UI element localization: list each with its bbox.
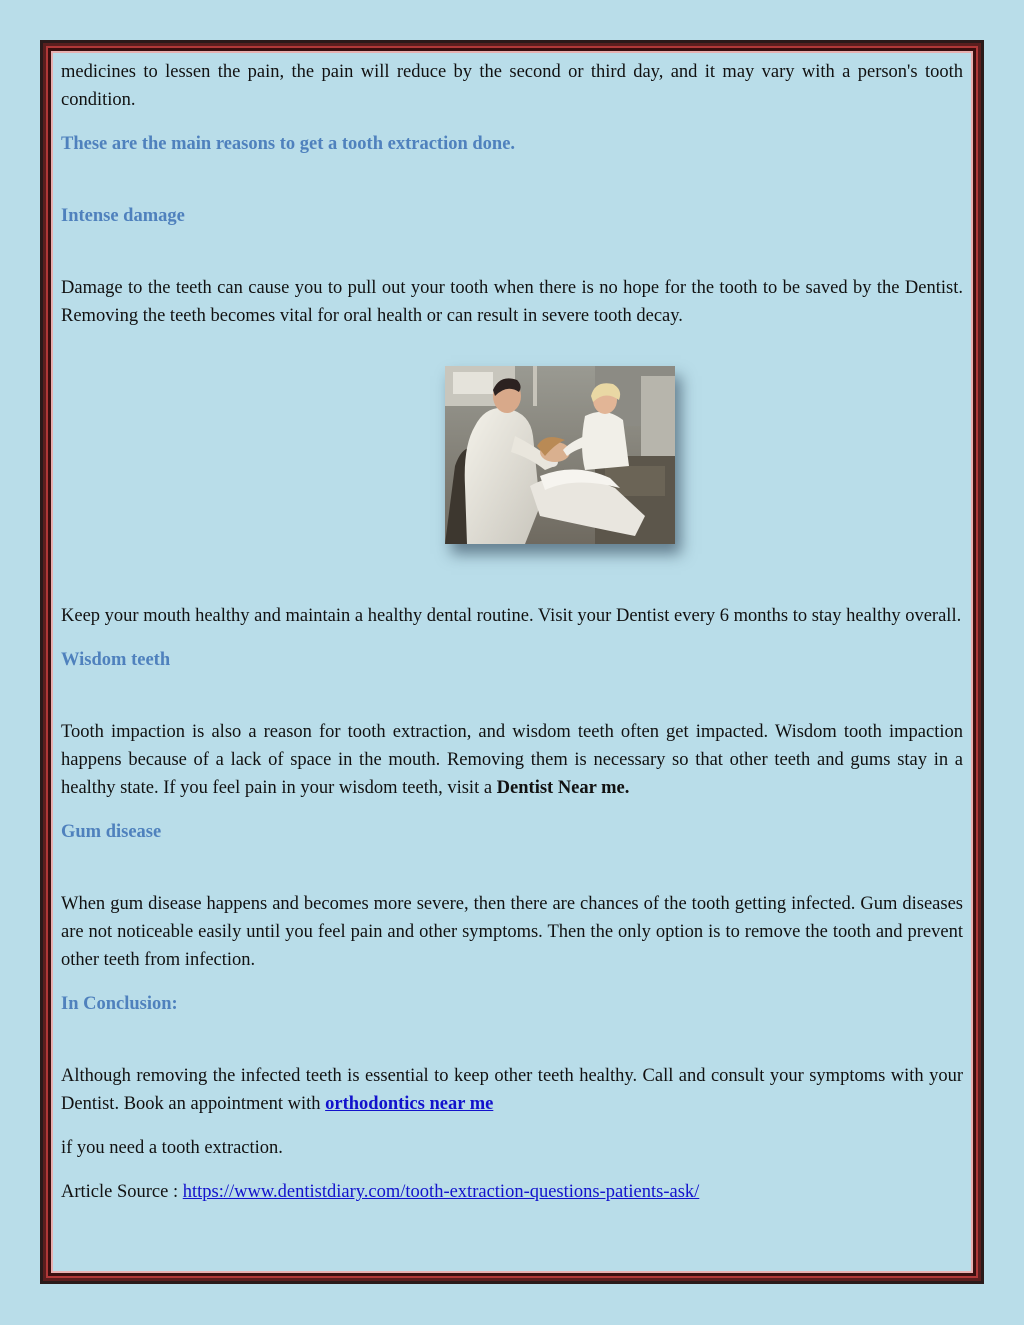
article-source-label: Article Source : xyxy=(61,1182,183,1202)
conclusion-heading: In Conclusion: xyxy=(61,994,178,1014)
photo-container xyxy=(61,366,963,544)
document-body xyxy=(61,58,963,1206)
article-source-link[interactable]: https://www.dentistdiary.com/tooth-extraction-questions-patients-ask/ xyxy=(182,1182,700,1202)
wisdom-teeth-heading: Wisdom teeth xyxy=(61,650,171,670)
wisdom-teeth-paragraph xyxy=(61,718,963,802)
dentist-near-me-text: Dentist Near me. xyxy=(496,778,630,798)
gum-disease-heading: Gum disease xyxy=(61,822,162,842)
orthodontics-near-me-link[interactable]: orthodontics near me xyxy=(325,1094,494,1114)
wisdom-teeth-text: Tooth impaction is also a reason for tooth extraction, and wisdom teeth often get impacted. Wisdom tooth impaction happens because of a lack of space in the mouth. Removing them is necessary so that other teeth and gums stay in a healthy state. If you feel pain in your wisdom teeth, visit a xyxy=(61,722,963,798)
dentist-photo-svg xyxy=(445,366,675,544)
intense-damage-paragraph: Damage to the teeth can cause you to pull out your tooth when there is no hope for the tooth to be saved by the Dentist. Removing the teeth becomes vital for oral health or can result in severe tooth decay. xyxy=(61,278,963,326)
intro-paragraph: medicines to lessen the pain, the pain will reduce by the second or third day, and it may vary with a person's tooth condition. xyxy=(61,62,963,110)
dentist-photo-icon xyxy=(445,366,675,544)
reasons-heading: These are the main reasons to get a tooth extraction done. xyxy=(61,134,516,154)
conclusion-text: Although removing the infected teeth is essential to keep other teeth healthy. Call and consult your symptoms with your Dentist. Book an appointment with xyxy=(61,1066,963,1114)
gum-disease-paragraph: When gum disease happens and becomes more severe, then there are chances of the tooth getting infected. Gum diseases are not noticeable easily until you feel pain and other symptoms. Then the only option is to remove the tooth and prevent other teeth from infection. xyxy=(61,894,963,970)
conclusion-paragraph xyxy=(61,1062,963,1118)
conclusion-after-paragraph: if you need a tooth extraction. xyxy=(61,1138,283,1158)
intense-damage-heading: Intense damage xyxy=(61,206,185,226)
article-source xyxy=(61,1178,963,1206)
healthy-routine-paragraph: Keep your mouth healthy and maintain a healthy dental routine. Visit your Dentist every 6 months to stay healthy overall. xyxy=(61,606,962,626)
